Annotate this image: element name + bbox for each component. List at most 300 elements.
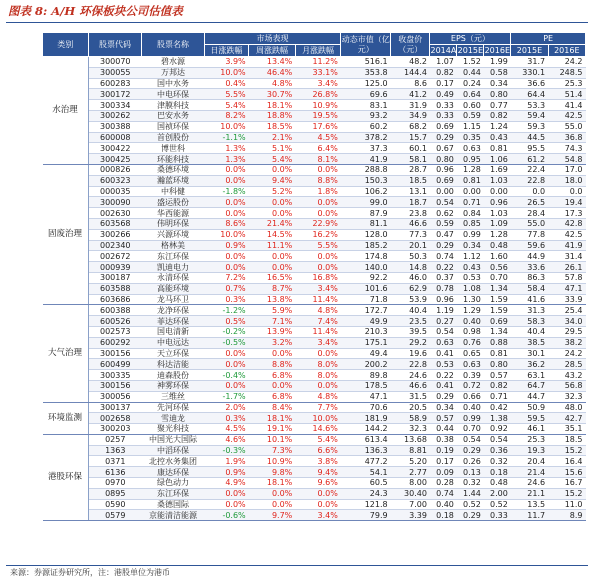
cell-daily: 5.4% [204, 100, 249, 111]
table-row [43, 434, 586, 445]
cell-pe15: 61.2 [511, 154, 548, 165]
cell-monthly: 6.4% [295, 143, 341, 154]
cell-monthly: 4.5% [295, 132, 341, 143]
cell-daily: 1.3% [204, 143, 249, 154]
category-cell: 环境监测 [43, 402, 89, 434]
cell-daily: 0.9% [204, 467, 249, 478]
cell-monthly: 6.6% [295, 445, 341, 456]
cell-eps16: 0.52 [484, 499, 511, 510]
cell-monthly: 0.0% [295, 488, 341, 499]
cell-eps14: 0.96 [430, 164, 457, 175]
cell-name: 国中水务 [142, 78, 204, 89]
cell-pe16: 48.0 [548, 402, 585, 413]
table-row [43, 175, 586, 186]
cell-eps16: 1.09 [484, 218, 511, 229]
cell-price: 46.6 [391, 380, 430, 391]
cell-mcap: 613.4 [341, 434, 391, 445]
cell-pe16: 28.5 [548, 359, 585, 370]
table-row [43, 67, 586, 78]
cell-weekly: 5.4% [249, 154, 296, 165]
cell-mcap: 181.9 [341, 413, 391, 424]
header-name: 股票名称 [142, 33, 204, 57]
cell-pe15: 53.3 [511, 100, 548, 111]
cell-mcap: 54.1 [341, 467, 391, 478]
cell-daily: 8.6% [204, 218, 249, 229]
cell-pe16: 34.0 [548, 316, 585, 327]
table-row [43, 424, 586, 435]
cell-pe16: 25.4 [548, 305, 585, 316]
cell-daily: 10.0% [204, 229, 249, 240]
cell-monthly: 0.0% [295, 164, 341, 175]
cell-pe15: 41.6 [511, 294, 548, 305]
cell-name: 科达洁能 [142, 359, 204, 370]
cell-pe16: 31.4 [548, 251, 585, 262]
cell-daily: 0.0% [204, 262, 249, 273]
cell-eps14: 0.17 [430, 456, 457, 467]
cell-eps14: 0.74 [430, 488, 457, 499]
cell-price: 58.1 [391, 154, 430, 165]
cell-mcap: 60.2 [341, 121, 391, 132]
cell-daily: 5.5% [204, 89, 249, 100]
cell-eps16: 0.69 [484, 316, 511, 327]
cell-eps15: 0.40 [457, 316, 484, 327]
cell-eps15: 0.64 [457, 89, 484, 100]
cell-eps15: 0.84 [457, 208, 484, 219]
cell-daily: -0.6% [204, 510, 249, 521]
cell-weekly: 21.4% [249, 218, 296, 229]
table-row [43, 326, 586, 337]
cell-pe16: 15.2 [548, 445, 585, 456]
cell-name: 天立环保 [142, 348, 204, 359]
cell-price: 5.20 [391, 456, 430, 467]
cell-eps16: 0.56 [484, 262, 511, 273]
cell-mcap: 83.1 [341, 100, 391, 111]
cell-monthly: 26.8% [295, 89, 341, 100]
cell-name: 瀚蓝环境 [142, 175, 204, 186]
cell-eps16: 1.34 [484, 283, 511, 294]
table-row [43, 456, 586, 467]
cell-daily: 4.6% [204, 434, 249, 445]
cell-pe15: 21.1 [511, 488, 548, 499]
cell-pe15: 22.8 [511, 175, 548, 186]
cell-pe16: 15.2 [548, 488, 585, 499]
cell-eps14: 0.29 [430, 391, 457, 402]
cell-weekly: 0.0% [249, 488, 296, 499]
cell-mcap: 47.1 [341, 391, 391, 402]
cell-eps15: 0.44 [457, 67, 484, 78]
cell-code: 603568 [88, 218, 142, 229]
cell-code: 300262 [88, 110, 142, 121]
cell-code: 1363 [88, 445, 142, 456]
cell-eps15: 0.81 [457, 175, 484, 186]
cell-daily: 0.0% [204, 208, 249, 219]
cell-weekly: 18.1% [249, 413, 296, 424]
cell-monthly: 3.4% [295, 78, 341, 89]
cell-pe15: 25.3 [511, 434, 548, 445]
cell-eps16: 0.48 [484, 240, 511, 251]
cell-mcap: 185.2 [341, 240, 391, 251]
cell-eps14: 0.34 [430, 402, 457, 413]
cell-pe15: 55.0 [511, 218, 548, 229]
cell-eps15: 0.72 [457, 380, 484, 391]
cell-mcap: 106.2 [341, 186, 391, 197]
table-row [43, 164, 586, 175]
cell-pe16: 42.5 [548, 110, 585, 121]
cell-pe16: 16.7 [548, 478, 585, 489]
cell-name: 高能环境 [142, 283, 204, 294]
cell-price: 34.9 [391, 110, 430, 121]
cell-name: 格林美 [142, 240, 204, 251]
cell-name: 中国光大国际 [142, 434, 204, 445]
cell-pe16: 43.2 [548, 370, 585, 381]
cell-eps16: 1.59 [484, 305, 511, 316]
cell-pe15: 44.9 [511, 251, 548, 262]
cell-code: 603686 [88, 294, 142, 305]
table-row [43, 197, 586, 208]
cell-code: 300090 [88, 197, 142, 208]
cell-pe15: 0.0 [511, 186, 548, 197]
cell-eps16: 0.33 [484, 510, 511, 521]
cell-pe16: 42.7 [548, 413, 585, 424]
cell-monthly: 5.5% [295, 240, 341, 251]
category-cell: 水治理 [43, 57, 89, 165]
cell-monthly: 0.0% [295, 251, 341, 262]
cell-pe16: 17.3 [548, 208, 585, 219]
cell-pe15: 26.5 [511, 197, 548, 208]
table-row [43, 380, 586, 391]
cell-weekly: 3.2% [249, 337, 296, 348]
cell-name: 北控水务集团 [142, 456, 204, 467]
cell-price: 58.9 [391, 413, 430, 424]
table-row [43, 110, 586, 121]
cell-pe16: 32.3 [548, 391, 585, 402]
table-row [43, 251, 586, 262]
category-cell: 港股环保 [43, 434, 89, 520]
cell-eps14: 0.47 [430, 229, 457, 240]
cell-daily: 0.0% [204, 164, 249, 175]
cell-code: 300055 [88, 67, 142, 78]
cell-price: 29.2 [391, 337, 430, 348]
cell-daily: 4.5% [204, 424, 249, 435]
cell-weekly: 8.8% [249, 359, 296, 370]
cell-eps16: 0.70 [484, 272, 511, 283]
cell-eps15: 0.99 [457, 229, 484, 240]
cell-pe15: 36.2 [511, 359, 548, 370]
cell-name: 迪森股份 [142, 370, 204, 381]
table-row [43, 359, 586, 370]
cell-pe15: 59.4 [511, 110, 548, 121]
cell-monthly: 3.4% [295, 337, 341, 348]
cell-name: 华西能源 [142, 208, 204, 219]
cell-name: 菲达环保 [142, 316, 204, 327]
cell-eps16: 0.34 [484, 78, 511, 89]
cell-pe16: 42.8 [548, 218, 585, 229]
header-eps-2015e: 2015E [457, 46, 484, 55]
cell-daily: 10.0% [204, 67, 249, 78]
cell-daily: 1.3% [204, 154, 249, 165]
cell-monthly: 19.5% [295, 110, 341, 121]
cell-monthly: 7.4% [295, 316, 341, 327]
cell-mcap: 136.3 [341, 445, 391, 456]
header-daily: 日涨跌幅 [204, 45, 249, 57]
cell-pe16: 36.8 [548, 132, 585, 143]
cell-price: 62.9 [391, 283, 430, 294]
cell-pe15: 38.5 [511, 337, 548, 348]
cell-pe15: 44.7 [511, 391, 548, 402]
cell-eps15: 1.29 [457, 305, 484, 316]
cell-daily: -0.2% [204, 326, 249, 337]
cell-monthly: 10.0% [295, 413, 341, 424]
cell-eps14: 0.63 [430, 337, 457, 348]
cell-monthly: 11.2% [295, 57, 341, 68]
cell-eps16: 1.34 [484, 326, 511, 337]
table-row [43, 337, 586, 348]
cell-eps16: 0.32 [484, 456, 511, 467]
cell-price: 19.6 [391, 348, 430, 359]
cell-code: 300266 [88, 229, 142, 240]
cell-weekly: 6.8% [249, 370, 296, 381]
table-row [43, 100, 586, 111]
cell-code: 600526 [88, 316, 142, 327]
cell-weekly: 5.1% [249, 143, 296, 154]
cell-mcap: 49.4 [341, 348, 391, 359]
cell-eps16: 0.42 [484, 402, 511, 413]
cell-eps16: 0.88 [484, 337, 511, 348]
cell-code: 6136 [88, 467, 142, 478]
cell-daily: -1.1% [204, 132, 249, 143]
cell-pe16: 11.0 [548, 499, 585, 510]
cell-eps14: 0.22 [430, 370, 457, 381]
cell-price: 13.68 [391, 434, 430, 445]
cell-price: 31.5 [391, 391, 430, 402]
cell-pe15: 24.6 [511, 478, 548, 489]
table-row [43, 283, 586, 294]
cell-pe16: 18.5 [548, 434, 585, 445]
cell-daily: 0.0% [204, 348, 249, 359]
cell-pe15: 21.4 [511, 467, 548, 478]
cell-pe15: 40.4 [511, 326, 548, 337]
cell-code: 002573 [88, 326, 142, 337]
cell-eps14: 0.53 [430, 359, 457, 370]
cell-mcap: 101.6 [341, 283, 391, 294]
cell-eps14: 0.67 [430, 143, 457, 154]
cell-name: 博世科 [142, 143, 204, 154]
cell-mcap: 175.1 [341, 337, 391, 348]
cell-weekly: 6.8% [249, 391, 296, 402]
cell-mcap: 71.8 [341, 294, 391, 305]
cell-code: 002658 [88, 413, 142, 424]
cell-eps16: 2.00 [484, 488, 511, 499]
cell-weekly: 8.7% [249, 283, 296, 294]
cell-monthly: 0.0% [295, 197, 341, 208]
cell-pe15: 31.7 [511, 57, 548, 68]
cell-name: 伟明环保 [142, 218, 204, 229]
cell-daily: 0.0% [204, 197, 249, 208]
cell-eps16: 0.81 [484, 348, 511, 359]
cell-pe16: 57.8 [548, 272, 585, 283]
cell-daily: -0.5% [204, 337, 249, 348]
cell-name: 凯迪电力 [142, 262, 204, 273]
cell-eps16: 0.18 [484, 467, 511, 478]
cell-monthly: 1.8% [295, 186, 341, 197]
table-row [43, 262, 586, 273]
cell-monthly: 8.8% [295, 175, 341, 186]
cell-pe15: 63.1 [511, 370, 548, 381]
cell-code: 300137 [88, 402, 142, 413]
cell-eps15: 0.85 [457, 218, 484, 229]
cell-eps14: 0.40 [430, 499, 457, 510]
cell-price: 50.3 [391, 251, 430, 262]
cell-name: 津膜科技 [142, 100, 204, 111]
cell-eps14: 0.41 [430, 348, 457, 359]
cell-code: 300172 [88, 89, 142, 100]
table-row [43, 218, 586, 229]
cell-eps14: 1.07 [430, 57, 457, 68]
source-note: 来源：券源证券研究所，注：港股单位为港币 [10, 568, 170, 577]
cell-code: 002630 [88, 208, 142, 219]
cell-pe16: 24.2 [548, 348, 585, 359]
cell-code: 0371 [88, 456, 142, 467]
chart-title: 图表 8: A/H 环保板块公司估值表 [8, 4, 183, 18]
cell-pe16: 42.5 [548, 229, 585, 240]
cell-eps16: 0.80 [484, 359, 511, 370]
cell-mcap: 24.3 [341, 488, 391, 499]
cell-pe15: 330.1 [511, 67, 548, 78]
cell-code: 600388 [88, 305, 142, 316]
cell-daily: 0.3% [204, 294, 249, 305]
cell-daily: 0.0% [204, 380, 249, 391]
cell-eps15: 0.99 [457, 413, 484, 424]
cell-weekly: 0.0% [249, 197, 296, 208]
cell-monthly: 16.2% [295, 229, 341, 240]
cell-price: 23.8 [391, 208, 430, 219]
cell-eps15: 0.39 [457, 370, 484, 381]
cell-eps14: 0.59 [430, 218, 457, 229]
cell-monthly: 3.4% [295, 283, 341, 294]
cell-price: 8.81 [391, 445, 430, 456]
cell-mcap: 200.2 [341, 359, 391, 370]
cell-name: 中电远达 [142, 337, 204, 348]
cell-eps16: 1.28 [484, 229, 511, 240]
cell-pe16: 15.6 [548, 467, 585, 478]
cell-eps14: 0.69 [430, 121, 457, 132]
cell-price: 48.2 [391, 57, 430, 68]
cell-price: 22.8 [391, 359, 430, 370]
table-row [43, 57, 586, 68]
cell-eps15: 0.35 [457, 132, 484, 143]
table-header [43, 33, 586, 57]
header-monthly: 月涨跌幅 [295, 45, 341, 57]
cell-monthly: 4.8% [295, 391, 341, 402]
cell-daily: 2.0% [204, 402, 249, 413]
table-row [43, 510, 586, 521]
cell-code: 603588 [88, 283, 142, 294]
cell-code: 300335 [88, 370, 142, 381]
table-row [43, 294, 586, 305]
cell-pe16: 29.5 [548, 326, 585, 337]
cell-price: 20.1 [391, 240, 430, 251]
cell-weekly: 13.8% [249, 294, 296, 305]
cell-monthly: 11.4% [295, 326, 341, 337]
cell-pe16: 47.1 [548, 283, 585, 294]
cell-price: 2.77 [391, 467, 430, 478]
cell-pe16: 38.2 [548, 337, 585, 348]
cell-eps14: 0.38 [430, 434, 457, 445]
cell-eps14: 0.69 [430, 175, 457, 186]
cell-eps14: 0.62 [430, 208, 457, 219]
cell-monthly: 4.8% [295, 305, 341, 316]
cell-code: 300422 [88, 143, 142, 154]
table-row [43, 305, 586, 316]
header-pe: PE [511, 33, 586, 45]
cell-name: 国祯环保 [142, 121, 204, 132]
cell-pe16: 41.4 [548, 100, 585, 111]
cell-mcap: 353.8 [341, 67, 391, 78]
cell-weekly: 7.1% [249, 316, 296, 327]
cell-monthly: 5.4% [295, 434, 341, 445]
cell-eps16: 0.82 [484, 380, 511, 391]
cell-name: 桑德环境 [142, 164, 204, 175]
cell-price: 14.8 [391, 262, 430, 273]
cell-weekly: 0.0% [249, 208, 296, 219]
cell-mcap: 92.2 [341, 272, 391, 283]
cell-name: 中滔环保 [142, 445, 204, 456]
cell-eps15: 1.08 [457, 283, 484, 294]
cell-eps15: 1.52 [457, 57, 484, 68]
cell-eps14: 0.29 [430, 240, 457, 251]
cell-pe16: 248.5 [548, 67, 585, 78]
cell-pe15: 59.5 [511, 413, 548, 424]
cell-name: 东江环保 [142, 488, 204, 499]
cell-price: 77.3 [391, 229, 430, 240]
cell-eps14: 0.82 [430, 67, 457, 78]
cell-eps15: 1.12 [457, 251, 484, 262]
cell-eps16: 1.69 [484, 164, 511, 175]
cell-pe16: 19.4 [548, 197, 585, 208]
cell-weekly: 0.0% [249, 348, 296, 359]
cell-eps15: 0.32 [457, 478, 484, 489]
table-row [43, 132, 586, 143]
cell-monthly: 0.0% [295, 262, 341, 273]
cell-daily: 0.0% [204, 251, 249, 262]
header-pe-2016e: 2016E [548, 45, 585, 57]
cell-price: 20.5 [391, 402, 430, 413]
cell-code: 0257 [88, 434, 142, 445]
cell-name: 首创股份 [142, 132, 204, 143]
table-row [43, 348, 586, 359]
cell-eps15: 0.65 [457, 348, 484, 359]
cell-daily: 0.0% [204, 359, 249, 370]
cell-price: 39.5 [391, 326, 430, 337]
cell-daily: 0.9% [204, 240, 249, 251]
cell-eps15: 0.34 [457, 240, 484, 251]
cell-price: 30.40 [391, 488, 430, 499]
cell-eps15: 0.29 [457, 510, 484, 521]
cell-pe15: 11.7 [511, 510, 548, 521]
cell-eps14: 0.54 [430, 326, 457, 337]
cell-weekly: 46.4% [249, 67, 296, 78]
table-row [43, 240, 586, 251]
cell-eps14: 0.19 [430, 445, 457, 456]
cell-weekly: 10.9% [249, 456, 296, 467]
cell-name: 中科健 [142, 186, 204, 197]
cell-pe15: 58.3 [511, 316, 548, 327]
cell-eps15: 0.54 [457, 434, 484, 445]
cell-monthly: 3.4% [295, 510, 341, 521]
cell-eps14: 0.09 [430, 467, 457, 478]
cell-monthly: 16.8% [295, 272, 341, 283]
cell-code: 600292 [88, 337, 142, 348]
